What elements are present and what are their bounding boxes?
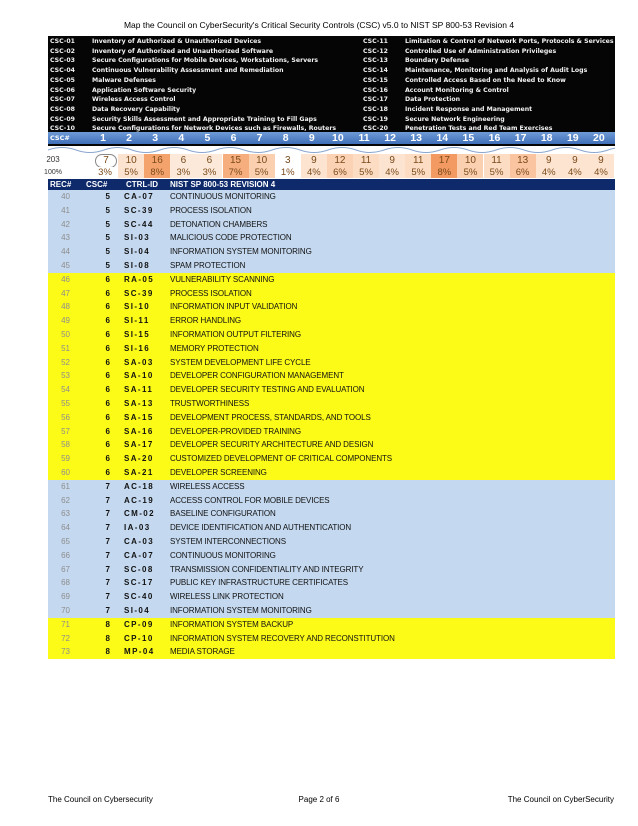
row-rec-number: 59 xyxy=(61,454,70,464)
row-csc-number: 6 xyxy=(105,316,110,326)
row-control-id: SI-04 xyxy=(124,247,151,257)
row-description: PROCESS ISOLATION xyxy=(170,205,252,215)
row-description: INFORMATION OUTPUT FILTERING xyxy=(170,329,301,339)
row-description: TRUSTWORTHINESS xyxy=(170,398,250,408)
row-csc-number: 5 xyxy=(105,205,110,215)
legend-code: CSC-10 xyxy=(50,125,75,133)
row-csc-number: 7 xyxy=(105,605,110,615)
csc-percent: 8% xyxy=(431,167,457,178)
legend-code: CSC-16 xyxy=(363,86,388,94)
csc-count: 7 xyxy=(95,154,117,168)
table-row xyxy=(48,604,615,618)
table-row xyxy=(48,590,615,604)
csc-count: 11 xyxy=(353,154,379,168)
row-rec-number: 44 xyxy=(61,247,70,257)
csc-count: 9 xyxy=(588,154,614,168)
csc-number: 4 xyxy=(178,132,185,144)
header-csc: CSC# xyxy=(86,180,108,189)
csc-count: 13 xyxy=(510,154,536,168)
csc-number: 17 xyxy=(514,132,527,144)
csc-percent: 4% xyxy=(536,167,562,178)
row-rec-number: 72 xyxy=(61,633,70,643)
row-csc-number: 6 xyxy=(105,302,110,312)
table-row xyxy=(48,494,615,508)
table-row xyxy=(48,231,615,245)
row-csc-number: 7 xyxy=(105,536,110,546)
row-control-id: CA-07 xyxy=(124,550,155,560)
row-control-id: CA-07 xyxy=(124,192,155,201)
legend-text: Data Recovery Capability xyxy=(92,105,181,113)
legend-code: CSC-20 xyxy=(363,125,388,133)
row-control-id: SI-03 xyxy=(124,233,151,243)
csc-count: 6 xyxy=(170,154,196,168)
row-csc-number: 7 xyxy=(105,509,110,519)
row-control-id: SA-20 xyxy=(124,454,154,464)
csc-percent: 5% xyxy=(249,167,275,178)
row-description: DEVELOPER SECURITY TESTING AND EVALUATION xyxy=(170,385,365,395)
row-description: SPAM PROTECTION xyxy=(170,260,246,270)
mapping-table xyxy=(48,179,615,659)
table-row xyxy=(48,618,615,632)
row-description: SYSTEM DEVELOPMENT LIFE CYCLE xyxy=(170,357,311,367)
row-control-id: CP-09 xyxy=(124,619,154,629)
row-rec-number: 70 xyxy=(61,605,70,615)
row-description: DEVELOPER SECURITY ARCHITECTURE AND DESIGN xyxy=(170,440,374,450)
row-rec-number: 64 xyxy=(61,523,70,533)
page-title: Map the Council on CyberSecurity's Critical Security Controls (CSC) v5.0 to NIST SP 800-53 Revision 4 xyxy=(123,20,515,30)
legend-text: Secure Network Engineering xyxy=(405,115,505,123)
row-description: BASELINE CONFIGURATION xyxy=(170,509,276,519)
row-rec-number: 41 xyxy=(61,205,70,215)
csc-percent: 4% xyxy=(301,167,327,178)
row-rec-number: 43 xyxy=(61,233,70,243)
row-control-id: RA-05 xyxy=(124,274,155,284)
csc-count: 10 xyxy=(249,154,275,168)
row-description: INFORMATION SYSTEM MONITORING xyxy=(170,605,312,615)
csc-percent-row xyxy=(40,167,615,178)
row-description: WIRELESS ACCESS xyxy=(170,481,245,491)
row-rec-number: 66 xyxy=(61,550,70,560)
legend-code: CSC-07 xyxy=(50,96,75,104)
legend-code: CSC-01 xyxy=(50,38,75,45)
row-csc-number: 6 xyxy=(105,398,110,408)
table-row xyxy=(48,314,615,328)
row-csc-number: 6 xyxy=(105,371,110,381)
row-description: DETONATION CHAMBERS xyxy=(170,219,268,229)
csc-percent: 6% xyxy=(510,167,536,178)
csc-header-label: CSC# xyxy=(50,134,70,142)
csc-number: 14 xyxy=(436,132,449,144)
csc-number: 16 xyxy=(488,132,501,144)
table-row xyxy=(48,245,615,259)
table-row xyxy=(48,259,615,273)
row-control-id: SA-03 xyxy=(124,357,154,367)
row-control-id: CM-02 xyxy=(124,509,156,519)
table-row xyxy=(48,549,615,563)
row-csc-number: 5 xyxy=(105,233,110,243)
row-description: INFORMATION INPUT VALIDATION xyxy=(170,302,298,312)
legend-text: Account Monitoring & Control xyxy=(405,86,509,94)
table-row xyxy=(48,645,615,659)
csc-number: 5 xyxy=(204,132,211,144)
table-row xyxy=(48,535,615,549)
row-control-id: AC-19 xyxy=(124,495,155,505)
row-rec-number: 65 xyxy=(61,536,70,546)
legend-code: CSC-19 xyxy=(363,115,388,123)
csc-count: 12 xyxy=(327,154,353,168)
row-control-id: SI-16 xyxy=(124,343,151,353)
csc-count: 10 xyxy=(118,154,144,168)
table-row xyxy=(48,204,615,218)
csc-number: 12 xyxy=(384,132,396,144)
legend-text: Maintenance, Monitoring and Analysis of Audit Logs xyxy=(405,67,588,75)
row-csc-number: 7 xyxy=(105,550,110,560)
row-control-id: SA-11 xyxy=(124,385,154,395)
row-description: DEVELOPER CONFIGURATION MANAGEMENT xyxy=(170,371,344,381)
row-csc-number: 5 xyxy=(105,247,110,257)
row-rec-number: 69 xyxy=(61,592,70,602)
csc-percent: 5% xyxy=(484,167,510,178)
row-description: CUSTOMIZED DEVELOPMENT OF CRITICAL COMPONENTS xyxy=(170,454,393,464)
row-csc-number: 7 xyxy=(105,523,110,533)
csc-number: 6 xyxy=(230,132,237,144)
row-control-id: SA-13 xyxy=(124,398,154,408)
row-rec-number: 61 xyxy=(61,481,70,491)
row-csc-number: 6 xyxy=(105,412,110,422)
row-csc-number: 6 xyxy=(105,288,110,298)
row-rec-number: 57 xyxy=(61,426,70,436)
row-control-id: SA-10 xyxy=(124,371,154,381)
row-csc-number: 7 xyxy=(105,578,110,588)
csc-count: 9 xyxy=(562,154,588,168)
row-control-id: SC-40 xyxy=(124,592,154,602)
header-ctrl-id: CTRL-ID xyxy=(126,180,158,189)
csc-percent: 5% xyxy=(353,167,379,178)
csc-number: 1 xyxy=(100,132,106,144)
row-description: MEMORY PROTECTION xyxy=(170,343,259,353)
csc-percent: 3% xyxy=(170,167,196,178)
legend-text: Data Protection xyxy=(405,96,460,104)
header-description: NIST SP 800-53 REVISION 4 xyxy=(170,180,276,189)
csc-number-header xyxy=(48,132,615,144)
row-csc-number: 7 xyxy=(105,481,110,491)
row-rec-number: 54 xyxy=(61,385,70,395)
table-row xyxy=(48,480,615,494)
csc-percent: 4% xyxy=(379,167,405,178)
table-row xyxy=(48,383,615,397)
row-rec-number: 73 xyxy=(61,647,70,657)
legend-code: CSC-09 xyxy=(50,115,75,123)
legend-code: CSC-12 xyxy=(363,47,388,55)
csc-legend xyxy=(48,36,615,146)
row-rec-number: 53 xyxy=(61,371,70,381)
legend-code: CSC-05 xyxy=(50,76,75,84)
row-control-id: SC-39 xyxy=(124,205,154,215)
row-rec-number: 63 xyxy=(61,509,70,519)
csc-number: 13 xyxy=(410,132,423,144)
csc-percent: 5% xyxy=(118,167,144,178)
table-row xyxy=(48,218,615,232)
row-csc-number: 8 xyxy=(105,647,110,657)
table-row xyxy=(48,356,615,370)
csc-count-row xyxy=(40,154,615,168)
table-row xyxy=(48,342,615,356)
csc-number: 2 xyxy=(126,132,133,144)
table-header xyxy=(48,179,615,190)
row-control-id: SA-15 xyxy=(124,412,154,422)
csc-count: 10 xyxy=(457,154,483,168)
row-csc-number: 6 xyxy=(105,274,110,284)
row-control-id: SA-16 xyxy=(124,426,154,436)
row-rec-number: 68 xyxy=(61,578,70,588)
csc-number: 19 xyxy=(566,132,579,144)
row-csc-number: 8 xyxy=(105,619,110,629)
csc-number: 3 xyxy=(152,132,159,144)
csc-count: 15 xyxy=(223,154,249,168)
legend-text: Continuous Vulnerability Assessment and Remediation xyxy=(92,67,284,75)
header-rec: REC# xyxy=(50,180,72,189)
csc-number: 7 xyxy=(256,132,263,144)
row-control-id: SA-17 xyxy=(124,440,154,450)
legend-code: CSC-15 xyxy=(363,76,388,84)
csc-number: 9 xyxy=(308,132,315,144)
table-row xyxy=(48,507,615,521)
row-rec-number: 45 xyxy=(61,260,70,270)
table-row xyxy=(48,576,615,590)
row-description: ERROR HANDLING xyxy=(170,316,242,326)
csc-percent: 3% xyxy=(92,167,118,178)
legend-text: Incident Response and Management xyxy=(405,105,533,113)
row-csc-number: 5 xyxy=(105,192,110,201)
legend-text: Penetration Tests and Red Team Exercises xyxy=(405,125,553,133)
row-control-id: SA-21 xyxy=(124,467,154,477)
legend-code: CSC-17 xyxy=(363,96,388,104)
row-control-id: AC-18 xyxy=(124,481,155,491)
total-percent: 100% xyxy=(44,169,62,176)
row-control-id: MP-04 xyxy=(124,647,155,657)
row-rec-number: 52 xyxy=(61,357,70,367)
table-row xyxy=(48,521,615,535)
row-control-id: SI-11 xyxy=(124,316,150,326)
legend-code: CSC-02 xyxy=(50,47,75,55)
row-description: VULNERABILITY SCANNING xyxy=(170,274,275,284)
row-rec-number: 51 xyxy=(61,343,70,353)
footer-page-number: Page 2 of 6 xyxy=(298,795,340,804)
csc-percent: 5% xyxy=(457,167,483,178)
row-control-id: IA-03 xyxy=(124,523,151,533)
row-rec-number: 67 xyxy=(61,564,70,574)
table-row xyxy=(48,328,615,342)
row-rec-number: 55 xyxy=(61,398,70,408)
row-description: DEVICE IDENTIFICATION AND AUTHENTICATION xyxy=(170,523,352,533)
csc-percent: 6% xyxy=(327,167,353,178)
csc-percent: 8% xyxy=(144,167,170,178)
table-row xyxy=(48,287,615,301)
row-control-id: CP-10 xyxy=(124,633,154,643)
row-control-id: SC-08 xyxy=(124,564,154,574)
row-description: INFORMATION SYSTEM RECOVERY AND RECONSTITUTION xyxy=(170,633,395,643)
table-row xyxy=(48,438,615,452)
row-csc-number: 7 xyxy=(105,592,110,602)
csc-percent: 7% xyxy=(223,167,249,178)
legend-text: Wireless Access Control xyxy=(92,96,176,104)
row-csc-number: 7 xyxy=(105,564,110,574)
table-row xyxy=(48,466,615,480)
legend-text: Controlled Use of Administration Privileges xyxy=(405,47,557,55)
legend-text: Boundary Defense xyxy=(405,57,470,65)
row-description: CONTINUOUS MONITORING xyxy=(170,192,276,201)
row-control-id: CA-03 xyxy=(124,536,155,546)
row-csc-number: 6 xyxy=(105,467,110,477)
row-rec-number: 46 xyxy=(61,274,70,284)
row-rec-number: 48 xyxy=(61,302,70,312)
row-csc-number: 6 xyxy=(105,385,110,395)
csc-count: 6 xyxy=(196,154,222,168)
row-csc-number: 8 xyxy=(105,633,110,643)
csc-percent: 4% xyxy=(588,167,614,178)
row-csc-number: 6 xyxy=(105,426,110,436)
csc-count: 11 xyxy=(405,154,431,168)
row-control-id: SC-44 xyxy=(124,219,154,229)
csc-count: 9 xyxy=(301,154,327,168)
table-row xyxy=(48,397,615,411)
row-control-id: SC-17 xyxy=(124,578,154,588)
table-row xyxy=(48,273,615,287)
legend-text: Controlled Access Based on the Need to Know xyxy=(405,76,566,84)
csc-count: 11 xyxy=(484,154,510,168)
row-csc-number: 7 xyxy=(105,495,110,505)
row-csc-number: 6 xyxy=(105,454,110,464)
csc-number: 10 xyxy=(332,132,344,144)
table-row xyxy=(48,563,615,577)
csc-count: 3 xyxy=(275,154,301,168)
footer-right: The Council on CyberSecurity xyxy=(507,795,614,804)
table-row xyxy=(48,369,615,383)
legend-text: Inventory of Authorized & Unauthorized Devices xyxy=(92,38,262,45)
row-rec-number: 50 xyxy=(61,329,70,339)
row-rec-number: 56 xyxy=(61,412,70,422)
legend-text: Limitation & Control of Network Ports, Protocols & Services xyxy=(405,38,614,45)
row-description: MALICIOUS CODE PROTECTION xyxy=(170,233,292,243)
csc-percent: 1% xyxy=(275,167,301,178)
table-body xyxy=(48,190,615,659)
legend-text: Application Software Security xyxy=(92,86,197,94)
row-rec-number: 62 xyxy=(61,495,70,505)
table-row xyxy=(48,632,615,646)
legend-code: CSC-14 xyxy=(363,67,388,75)
table-row xyxy=(48,411,615,425)
table-row xyxy=(48,300,615,314)
row-csc-number: 6 xyxy=(105,357,110,367)
legend-text: Secure Configurations for Network Devices such as Firewalls, Routers xyxy=(92,125,337,133)
csc-count: 9 xyxy=(536,154,562,168)
row-rec-number: 40 xyxy=(61,192,70,201)
csc-count: 17 xyxy=(431,154,457,168)
row-description: WIRELESS LINK PROTECTION xyxy=(170,592,284,602)
legend-code: CSC-03 xyxy=(50,57,75,65)
row-description: CONTINUOUS MONITORING xyxy=(170,550,276,560)
csc-count: 9 xyxy=(379,154,405,168)
legend-code: CSC-18 xyxy=(363,105,388,113)
row-csc-number: 5 xyxy=(105,219,110,229)
row-control-id: SI-08 xyxy=(124,260,151,270)
legend-code: CSC-06 xyxy=(50,86,75,94)
row-csc-number: 6 xyxy=(105,329,110,339)
row-control-id: SI-04 xyxy=(124,605,151,615)
row-description: DEVELOPER SCREENING xyxy=(170,467,267,477)
csc-number: 8 xyxy=(282,132,289,144)
legend-code: CSC-04 xyxy=(50,67,75,75)
row-description: DEVELOPER-PROVIDED TRAINING xyxy=(170,426,301,436)
row-csc-number: 5 xyxy=(105,260,110,270)
csc-percent: 5% xyxy=(405,167,431,178)
legend-text: Security Skills Assessment and Appropriate Training to Fill Gaps xyxy=(92,115,317,123)
row-csc-number: 6 xyxy=(105,440,110,450)
row-control-id: SI-10 xyxy=(124,302,151,312)
table-row xyxy=(48,452,615,466)
legend-text: Inventory of Authorized and Unauthorized Software xyxy=(92,47,274,55)
row-rec-number: 58 xyxy=(61,440,70,450)
csc-number: 20 xyxy=(593,132,605,144)
total-count: 203 xyxy=(46,155,60,164)
row-rec-number: 47 xyxy=(61,288,70,298)
row-control-id: SC-39 xyxy=(124,288,154,298)
row-rec-number: 71 xyxy=(61,619,70,629)
row-description: INFORMATION SYSTEM MONITORING xyxy=(170,247,312,257)
csc-number: 15 xyxy=(462,132,475,144)
legend-text: Malware Defenses xyxy=(92,76,156,84)
row-description: TRANSMISSION CONFIDENTIALITY AND INTEGRITY xyxy=(170,564,364,574)
legend-code: CSC-08 xyxy=(50,105,75,113)
csc-percent: 3% xyxy=(196,167,222,178)
row-control-id: SI-15 xyxy=(124,329,151,339)
csc-number: 18 xyxy=(540,132,553,144)
footer-left: The Council on Cybersecurity xyxy=(48,795,153,804)
row-description: DEVELOPMENT PROCESS, STANDARDS, AND TOOLS xyxy=(170,412,371,422)
row-description: MEDIA STORAGE xyxy=(170,647,235,657)
legend-code: CSC-13 xyxy=(363,57,388,65)
row-description: SYSTEM INTERCONNECTIONS xyxy=(170,536,286,546)
row-rec-number: 60 xyxy=(61,467,70,477)
row-rec-number: 49 xyxy=(61,316,70,326)
table-row xyxy=(48,425,615,439)
row-description: PUBLIC KEY INFRASTRUCTURE CERTIFICATES xyxy=(170,578,349,588)
csc-number: 11 xyxy=(358,132,370,144)
row-description: ACCESS CONTROL FOR MOBILE DEVICES xyxy=(170,495,330,505)
row-description: PROCESS ISOLATION xyxy=(170,288,252,298)
csc-percent: 4% xyxy=(562,167,588,178)
table-row xyxy=(48,190,615,204)
csc-count: 16 xyxy=(144,154,170,168)
row-csc-number: 6 xyxy=(105,343,110,353)
row-description: INFORMATION SYSTEM BACKUP xyxy=(170,619,294,629)
legend-code: CSC-11 xyxy=(363,38,388,45)
legend-text: Secure Configurations for Mobile Devices, Workstations, Servers xyxy=(92,57,319,65)
row-rec-number: 42 xyxy=(61,219,70,229)
